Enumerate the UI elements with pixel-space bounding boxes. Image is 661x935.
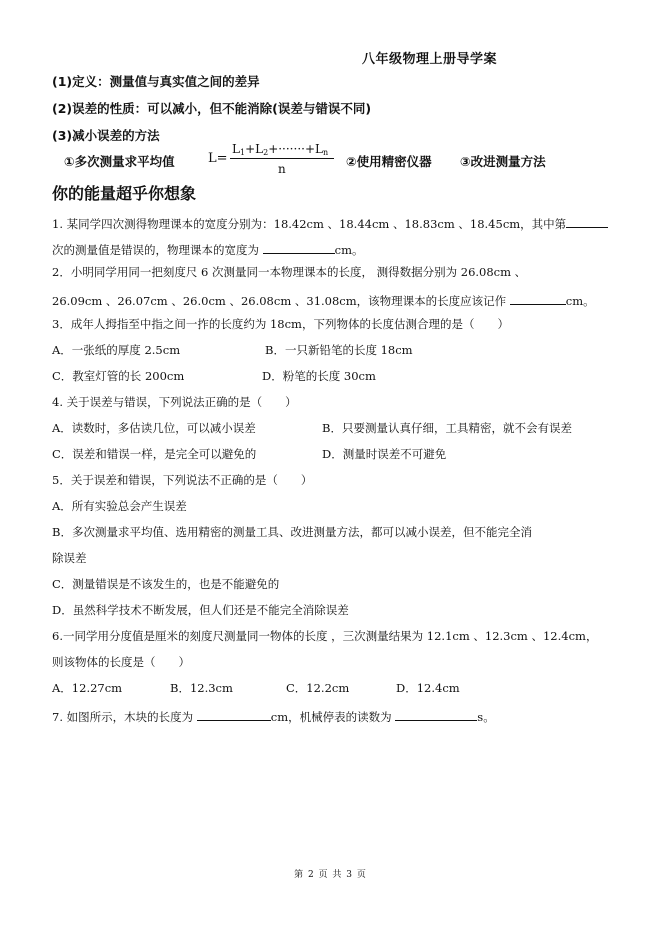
formula-lhs: L=	[208, 151, 228, 166]
reduce-error-title: (3)减小误差的方法	[52, 128, 160, 143]
question-3-option-c[interactable]: C．教室灯管的长 200cm	[52, 369, 185, 383]
question-7: 7. 如图所示，木块的长度为 cm，机械停表的读数为 s。	[52, 710, 495, 724]
answer-blank[interactable]	[395, 709, 477, 721]
section-title: 你的能量超乎你想象	[52, 184, 197, 203]
question-4-option-a[interactable]: A．读数时，多估读几位，可以减小误差	[52, 421, 256, 435]
question-4-option-b[interactable]: B．只要测量认真仔细，工具精密，就不会有误差	[322, 421, 572, 435]
question-5-option-c[interactable]: C．测量错误是不该发生的，也是不能避免的	[52, 577, 280, 591]
formula-numerator: $L_1+L_2+\cdot\cdot\cdot\cdot\cdot\cdot\cdot+L_n$	[232, 142, 329, 157]
method-precise-instrument: ②使用精密仪器	[346, 154, 432, 169]
formula-denominator: n	[278, 162, 286, 176]
question-6-line1: 6.一同学用分度值是厘米的刻度尺测量同一物体的长度 ，三次测量结果为 12.1cm 、12.3cm 、12.4cm，	[52, 629, 598, 643]
question-6-option-d[interactable]: D．12.4cm	[396, 681, 460, 695]
question-3-option-a[interactable]: A．一张纸的厚度 2.5cm	[52, 343, 181, 357]
question-5-stem: 5．关于误差和错误，下列说法不正确的是（ ）	[52, 473, 313, 487]
question-6-option-c[interactable]: C．12.2cm	[286, 681, 350, 695]
error-definition: (1)定义：测量值与真实值之间的差异	[52, 74, 260, 89]
answer-blank[interactable]	[566, 216, 608, 228]
question-5-option-a[interactable]: A．所有实验总会产生误差	[52, 499, 187, 513]
question-3-option-d[interactable]: D．粉笔的长度 30cm	[262, 369, 376, 383]
error-property: (2)误差的性质：可以减小，但不能消除(误差与错误不同)	[52, 101, 372, 116]
question-6-option-a[interactable]: A．12.27cm	[52, 681, 123, 695]
question-5-option-b[interactable]: B．多次测量求平均值、选用精密的测量工具、改进测量方法，都可以减小误差，但不能完全消	[52, 525, 532, 539]
question-1-line1: 1. 某同学四次测得物理课本的宽度分别为：18.42cm 、18.44cm 、18.83cm 、18.45cm，其中第	[52, 216, 608, 231]
question-4-option-c[interactable]: C．误差和错误一样，是完全可以避免的	[52, 447, 257, 461]
question-5-option-b-cont: 除误差	[52, 551, 87, 565]
method-average: ①多次测量求平均值	[64, 154, 175, 169]
answer-blank[interactable]	[510, 293, 566, 305]
answer-blank[interactable]	[263, 242, 335, 254]
page-header-title: 八年级物理上册导学案	[362, 52, 498, 67]
question-2-line1: 2．小明同学用同一把刻度尺 6 次测量同一本物理课本的长度， 测得数据分别为 26.08cm 、	[52, 265, 527, 279]
question-3-stem: 3．成年人拇指至中指之间一拃的长度约为 18cm，下列物体的长度估测合理的是（ ）	[52, 317, 509, 331]
page-footer: 第 2 页 共 3 页	[294, 870, 367, 880]
question-6-line2: 则该物体的长度是（ ）	[52, 655, 190, 669]
question-4-stem: 4. 关于误差与错误，下列说法正确的是（ ）	[52, 395, 297, 409]
question-5-option-d[interactable]: D．虽然科学技术不断发展，但人们还是不能完全消除误差	[52, 603, 349, 617]
question-6-option-b[interactable]: B．12.3cm	[170, 681, 233, 695]
answer-blank[interactable]	[197, 709, 271, 721]
question-3-option-b[interactable]: B．一只新铅笔的长度 18cm	[265, 343, 413, 357]
question-4-option-d[interactable]: D．测量时误差不可避免	[322, 447, 447, 461]
fraction-bar	[230, 158, 334, 159]
method-improve-method: ③改进测量方法	[460, 154, 546, 169]
question-2-line2: 26.09cm 、26.07cm 、26.0cm 、26.08cm 、31.08cm，该物理课本的长度应该记作 cm。	[52, 294, 595, 308]
question-1-line2: 次的测量值是错误的，物理课本的宽度为 cm。	[52, 243, 364, 257]
